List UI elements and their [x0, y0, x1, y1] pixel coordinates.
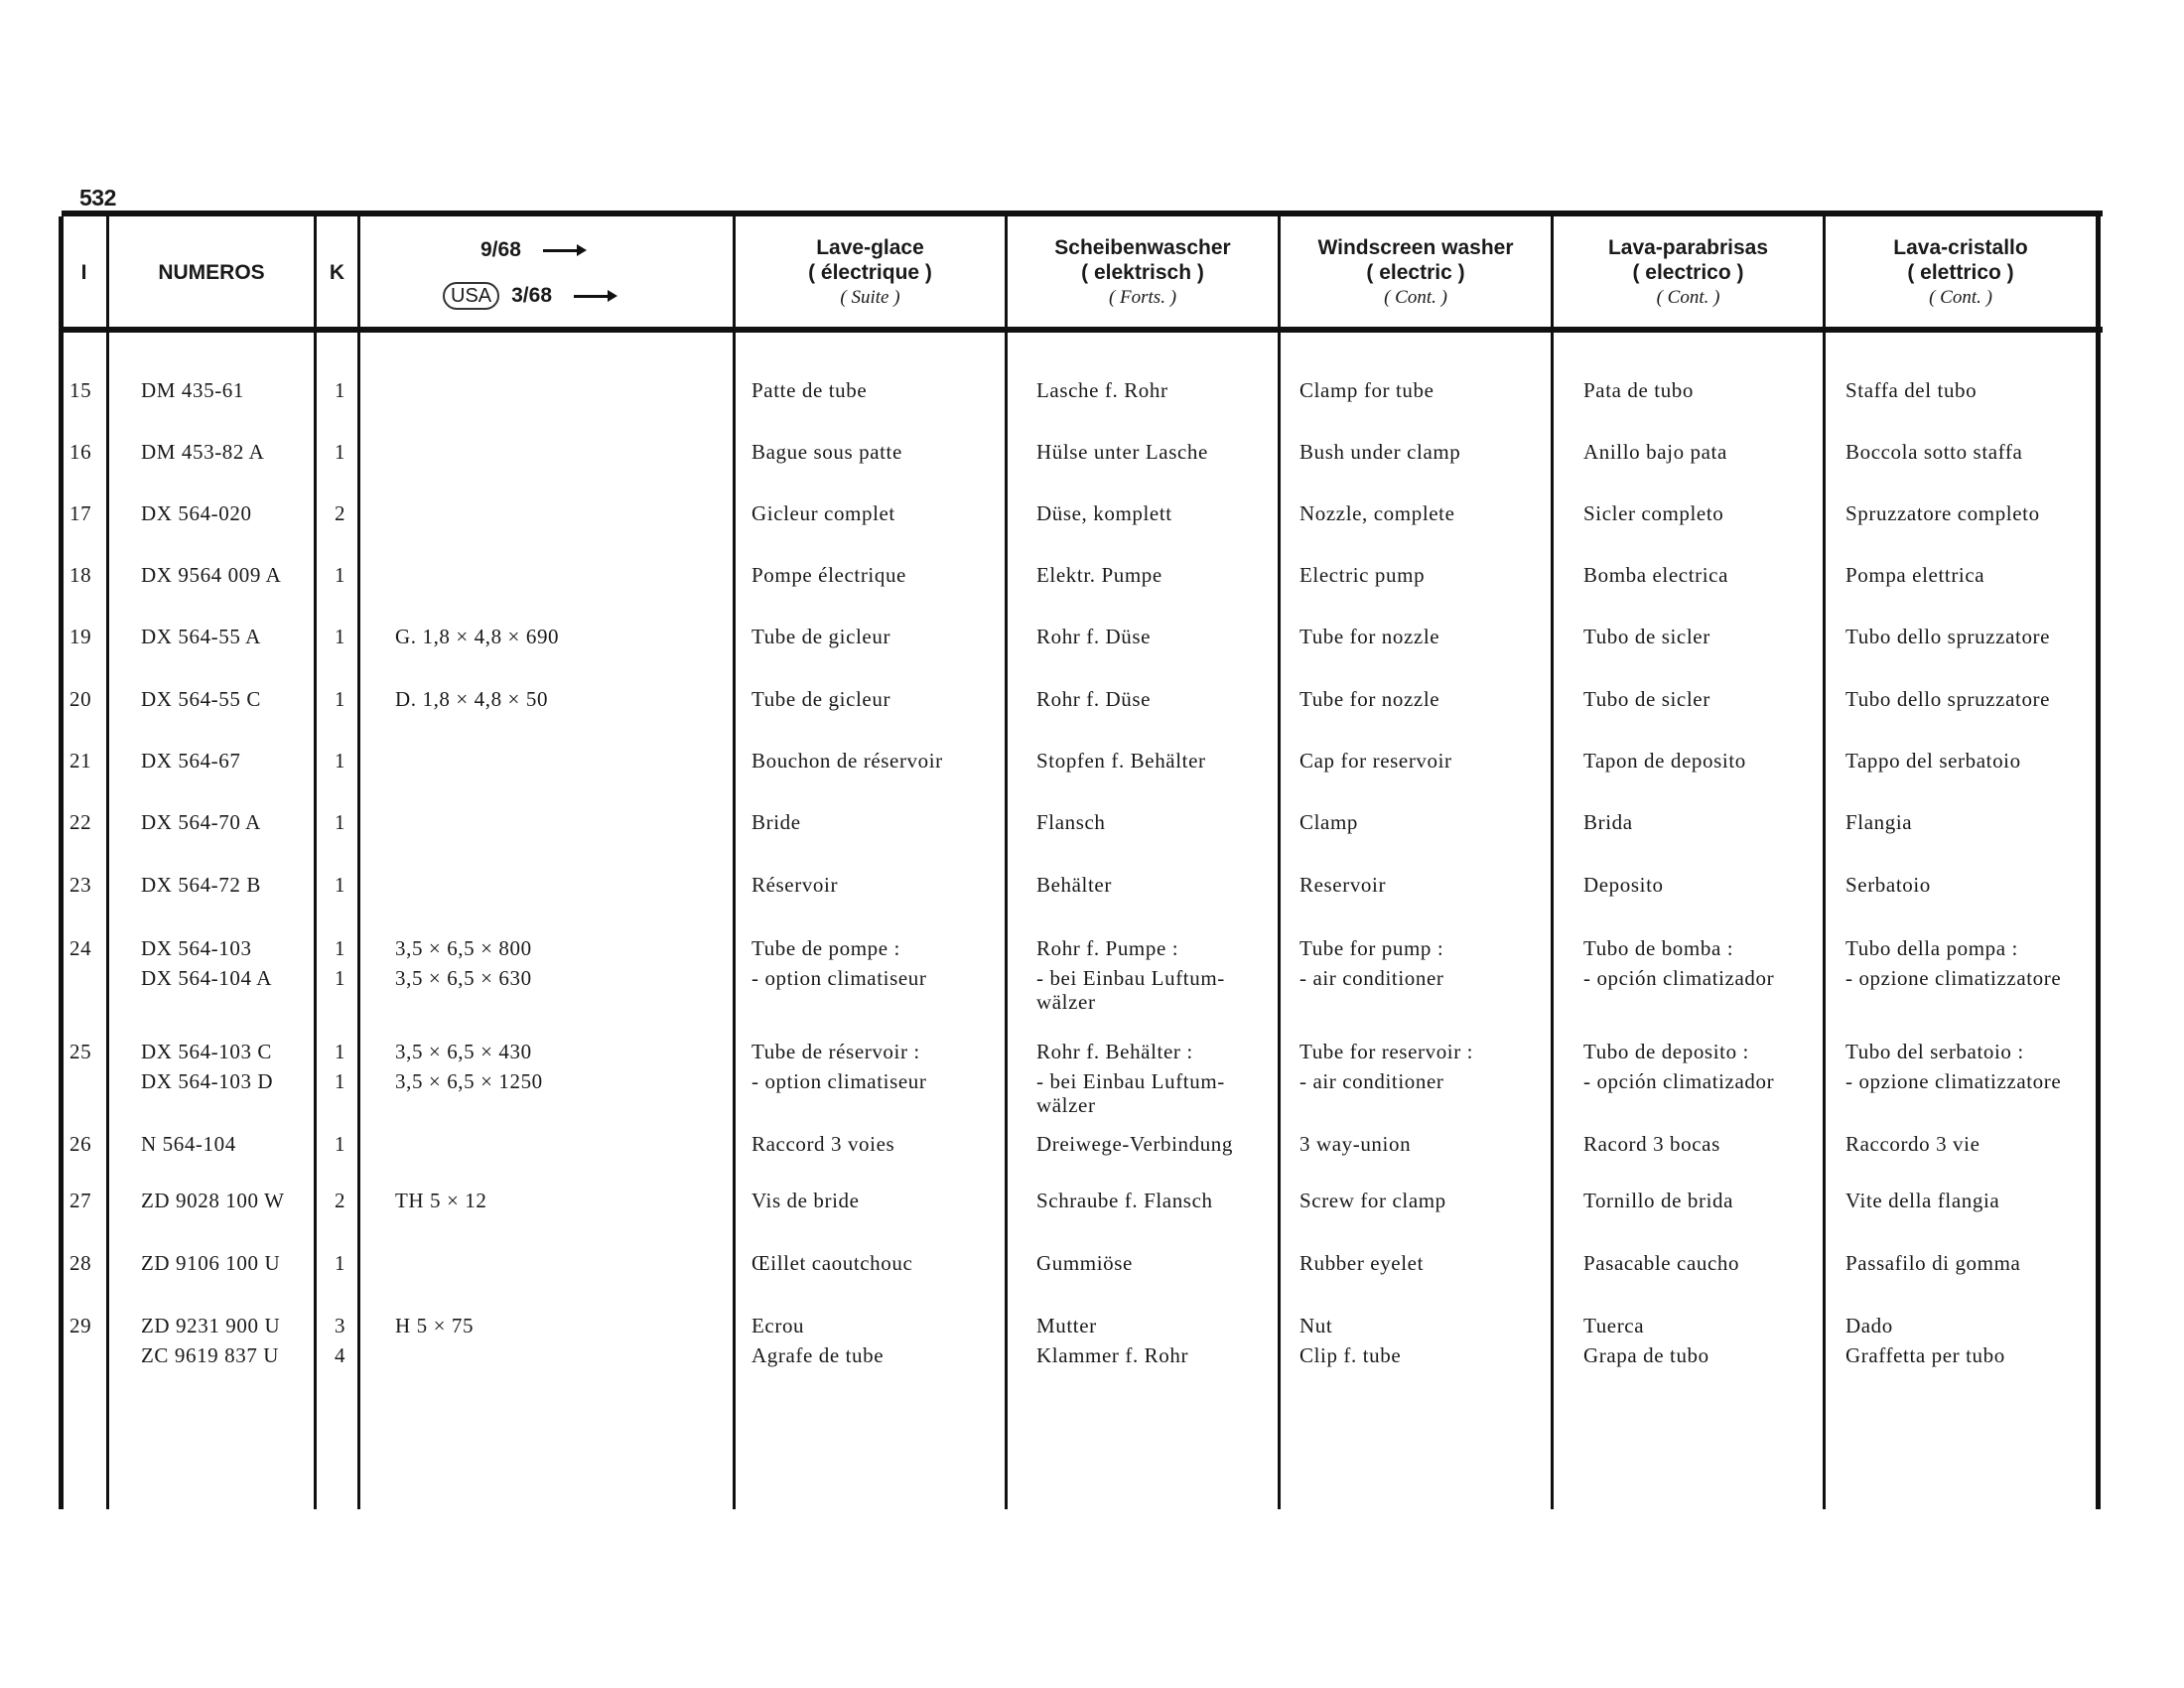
- description-english: [1299, 560, 1425, 590]
- description-italian: [1845, 1037, 2061, 1096]
- description-english-line: Screw for clamp: [1299, 1189, 1446, 1212]
- description-german: [1036, 560, 1162, 590]
- part-number: [141, 807, 261, 837]
- description-french-line: Tube de gicleur: [751, 625, 891, 648]
- description-spanish: [1583, 807, 1633, 837]
- quantity: [335, 684, 345, 714]
- table-top-rule: [62, 211, 2103, 216]
- description-italian-line: Tubo della pompa :: [1845, 936, 2018, 960]
- description-spanish-line: - opción climatizador: [1583, 966, 1775, 990]
- dimension-line: TH 5 × 12: [395, 1189, 487, 1212]
- header-bottom-rule: [62, 327, 2103, 333]
- description-french: [751, 560, 906, 590]
- item-index: 29: [69, 1314, 92, 1337]
- description-spanish: [1583, 560, 1728, 590]
- description-english: [1299, 375, 1434, 405]
- description-english: [1299, 807, 1358, 837]
- description-italian: [1845, 933, 2061, 993]
- dimension: [395, 933, 532, 993]
- part-number: [141, 375, 244, 405]
- description-spanish: [1583, 1248, 1739, 1278]
- description-german-line: Rohr f. Düse: [1036, 687, 1152, 711]
- quantity-line: 1: [335, 1069, 346, 1093]
- part-number-line: DM 435-61: [141, 378, 244, 402]
- description-italian: [1845, 498, 2040, 528]
- description-english: [1299, 1248, 1424, 1278]
- quantity: [335, 437, 345, 467]
- quantity: [335, 1248, 345, 1278]
- description-french-line: Patte de tube: [751, 378, 868, 402]
- description-english: [1299, 1129, 1411, 1159]
- description-spanish: [1583, 684, 1710, 714]
- description-french-line: Vis de bride: [751, 1189, 860, 1212]
- dimension-line: 3,5 × 6,5 × 430: [395, 1040, 532, 1063]
- column-divider: [357, 216, 360, 1509]
- description-italian: [1845, 746, 2021, 775]
- part-number: [141, 560, 281, 590]
- description-english-line: - air conditioner: [1299, 966, 1444, 990]
- description-italian: [1845, 1129, 1980, 1159]
- description-spanish-line: Bomba electrica: [1583, 563, 1729, 587]
- description-spanish-line: Anillo bajo pata: [1583, 440, 1727, 464]
- description-german-line: Elektr. Pumpe: [1036, 563, 1162, 587]
- page-number: 532: [79, 185, 116, 211]
- description-german: [1036, 870, 1112, 900]
- description-english: [1299, 1037, 1473, 1096]
- description-german-line: Stopfen f. Behälter: [1036, 749, 1206, 773]
- description-english-line: Nut: [1299, 1314, 1333, 1337]
- description-spanish-line: Tubo de sicler: [1583, 687, 1710, 711]
- description-spanish: [1583, 1311, 1709, 1370]
- description-italian-line: Tubo dello spruzzatore: [1845, 625, 2051, 648]
- table-right-border: [2096, 216, 2101, 1509]
- part-number: [141, 1129, 236, 1159]
- description-german-line: wälzer: [1036, 990, 1096, 1014]
- item-index: 27: [69, 1189, 92, 1212]
- quantity: [335, 498, 345, 528]
- description-spanish: [1583, 746, 1746, 775]
- description-french: [751, 437, 902, 467]
- header-col-german: Scheibenwascher ( elektrisch ) ( Forts. ): [1054, 235, 1231, 308]
- description-french-line: Tube de pompe :: [751, 936, 900, 960]
- description-german-line: Mutter: [1036, 1314, 1097, 1337]
- quantity-line: 1: [335, 966, 346, 990]
- part-number-line: ZD 9231 900 U: [141, 1314, 281, 1337]
- quantity: [335, 933, 345, 993]
- part-number-line: DX 564-103 C: [141, 1040, 273, 1063]
- part-number: [141, 437, 264, 467]
- description-english-line: Tube for nozzle: [1299, 625, 1440, 648]
- table-left-border: [59, 216, 64, 1509]
- part-number: [141, 1311, 280, 1370]
- description-spanish-line: Sicler completo: [1583, 501, 1724, 525]
- description-english: [1299, 933, 1443, 993]
- quantity-line: 2: [335, 501, 346, 525]
- description-english-line: Rubber eyelet: [1299, 1251, 1425, 1275]
- description-german-line: Rohr f. Pumpe :: [1036, 936, 1179, 960]
- description-italian-line: Boccola sotto staffa: [1845, 440, 2023, 464]
- description-spanish: [1583, 622, 1710, 651]
- description-french: [751, 1129, 894, 1159]
- dimension-line: G. 1,8 × 4,8 × 690: [395, 625, 560, 648]
- description-english-line: - air conditioner: [1299, 1069, 1444, 1093]
- description-english-line: Electric pump: [1299, 563, 1426, 587]
- column-divider: [733, 216, 736, 1509]
- description-english-line: Cap for reservoir: [1299, 749, 1452, 773]
- quantity-line: 1: [335, 810, 346, 834]
- quantity: [335, 807, 345, 837]
- part-number-line: DX 564-104 A: [141, 966, 273, 990]
- description-spanish: [1583, 933, 1774, 993]
- part-number-line: ZD 9028 100 W: [141, 1189, 285, 1212]
- description-german: [1036, 684, 1151, 714]
- header-col-italian: Lava-cristallo ( elettrico ) ( Cont. ): [1893, 235, 2028, 308]
- part-number-line: DX 564-72 B: [141, 873, 261, 897]
- description-english: [1299, 498, 1455, 528]
- quantity-line: 4: [335, 1343, 346, 1367]
- part-number: [141, 933, 272, 993]
- quantity-line: 1: [335, 1040, 346, 1063]
- quantity-line: 1: [335, 687, 346, 711]
- dimension: [395, 1037, 543, 1096]
- part-number: [141, 498, 252, 528]
- column-divider: [1278, 216, 1281, 1509]
- description-german-line: Schraube f. Flansch: [1036, 1189, 1213, 1212]
- description-german-line: Düse, komplett: [1036, 501, 1172, 525]
- part-number: [141, 1186, 285, 1215]
- part-number: [141, 870, 261, 900]
- item-index: 21: [69, 749, 92, 773]
- description-english: [1299, 1311, 1401, 1370]
- usa-badge: USA: [443, 282, 499, 310]
- description-german-line: Dreiwege-Verbindung: [1036, 1132, 1234, 1156]
- dimension: [395, 622, 559, 651]
- description-spanish: [1583, 1186, 1733, 1215]
- dimension-line: 3,5 × 6,5 × 800: [395, 936, 532, 960]
- description-german: [1036, 1248, 1133, 1278]
- description-french-line: Œillet caoutchouc: [751, 1251, 913, 1275]
- description-italian-line: Pompa elettrica: [1845, 563, 1985, 587]
- description-english-line: Clip f. tube: [1299, 1343, 1402, 1367]
- quantity: [335, 1311, 345, 1370]
- description-french-line: - option climatiseur: [751, 1069, 927, 1093]
- description-german-line: Rohr f. Düse: [1036, 625, 1152, 648]
- description-spanish-line: Pata de tubo: [1583, 378, 1695, 402]
- description-french: [751, 870, 838, 900]
- description-italian-line: Tubo del serbatoio :: [1845, 1040, 2024, 1063]
- part-number: [141, 684, 261, 714]
- description-english-line: 3 way-union: [1299, 1132, 1412, 1156]
- description-italian-line: - opzione climatizzatore: [1845, 966, 2062, 990]
- description-german-line: Klammer f. Rohr: [1036, 1343, 1189, 1367]
- description-english-line: Tube for pump :: [1299, 936, 1444, 960]
- header-col-i: I: [80, 260, 87, 284]
- arrow-right-icon: [574, 295, 614, 298]
- description-french-line: Bouchon de réservoir: [751, 749, 943, 773]
- part-number-line: ZD 9106 100 U: [141, 1251, 281, 1275]
- item-index: 17: [69, 501, 92, 525]
- description-french-line: Tube de gicleur: [751, 687, 891, 711]
- description-german: [1036, 1129, 1233, 1159]
- part-number: [141, 1248, 280, 1278]
- description-french: [751, 933, 926, 993]
- header-col-k: K: [329, 260, 345, 284]
- column-divider: [1005, 216, 1008, 1509]
- part-number-line: DX 564-55 C: [141, 687, 261, 711]
- description-french-line: Ecrou: [751, 1314, 805, 1337]
- dimension: [395, 1311, 474, 1340]
- description-german: [1036, 1186, 1213, 1215]
- description-spanish-line: Tubo de bomba :: [1583, 936, 1734, 960]
- description-spanish-line: Grapa de tubo: [1583, 1343, 1709, 1367]
- description-italian: [1845, 560, 1984, 590]
- description-french: [751, 375, 867, 405]
- part-number-line: DM 453-82 A: [141, 440, 265, 464]
- description-english: [1299, 746, 1452, 775]
- quantity-line: 1: [335, 625, 346, 648]
- date-from: 9/68: [480, 238, 521, 261]
- description-french: [751, 622, 890, 651]
- item-index: 23: [69, 873, 92, 897]
- item-index: 25: [69, 1040, 92, 1063]
- description-french: [751, 807, 801, 837]
- description-italian-line: Staffa del tubo: [1845, 378, 1978, 402]
- item-index: 15: [69, 378, 92, 402]
- description-french: [751, 1186, 860, 1215]
- part-number-line: DX 564-70 A: [141, 810, 261, 834]
- header-col-french: Lave-glace ( électrique ) ( Suite ): [808, 235, 932, 308]
- description-spanish-line: Racord 3 bocas: [1583, 1132, 1720, 1156]
- description-english-line: Reservoir: [1299, 873, 1387, 897]
- description-german-line: Behälter: [1036, 873, 1112, 897]
- part-number-line: DX 9564 009 A: [141, 563, 282, 587]
- quantity-line: 3: [335, 1314, 346, 1337]
- description-spanish-line: Tornillo de brida: [1583, 1189, 1734, 1212]
- header-col-spanish: Lava-parabrisas ( electrico ) ( Cont. ): [1607, 235, 1769, 308]
- description-spanish: [1583, 1129, 1720, 1159]
- description-french-line: Gicleur complet: [751, 501, 895, 525]
- description-german: [1036, 1037, 1225, 1117]
- part-number-line: DX 564-67: [141, 749, 241, 773]
- description-spanish-line: - opción climatizador: [1583, 1069, 1775, 1093]
- description-english: [1299, 437, 1460, 467]
- description-italian-line: Dado: [1845, 1314, 1893, 1337]
- description-german-line: wälzer: [1036, 1093, 1096, 1117]
- description-english: [1299, 684, 1439, 714]
- part-number-line: DX 564-55 A: [141, 625, 261, 648]
- description-french-line: Raccord 3 voies: [751, 1132, 895, 1156]
- description-spanish: [1583, 375, 1694, 405]
- column-divider: [314, 216, 317, 1509]
- description-italian: [1845, 807, 1912, 837]
- item-index: 24: [69, 936, 92, 960]
- description-italian: [1845, 1186, 1999, 1215]
- dimension-line: 3,5 × 6,5 × 630: [395, 966, 532, 990]
- description-german-line: Hülse unter Lasche: [1036, 440, 1208, 464]
- description-spanish-line: Deposito: [1583, 873, 1664, 897]
- description-french-line: Pompe électrique: [751, 563, 906, 587]
- date-usa-line: [443, 282, 614, 310]
- quantity: [335, 560, 345, 590]
- quantity: [335, 375, 345, 405]
- description-french: [751, 498, 895, 528]
- dimension-line: 3,5 × 6,5 × 1250: [395, 1069, 543, 1093]
- description-italian-line: - opzione climatizzatore: [1845, 1069, 2062, 1093]
- description-spanish-line: Tubo de deposito :: [1583, 1040, 1749, 1063]
- description-spanish: [1583, 870, 1664, 900]
- description-french: [751, 684, 890, 714]
- part-number: [141, 622, 261, 651]
- description-german: [1036, 498, 1172, 528]
- description-german-line: - bei Einbau Luftum-: [1036, 966, 1225, 990]
- item-index: 16: [69, 440, 92, 464]
- item-index: 28: [69, 1251, 92, 1275]
- part-number: [141, 1037, 273, 1096]
- description-english: [1299, 870, 1386, 900]
- description-french-line: Réservoir: [751, 873, 839, 897]
- description-italian-line: Tappo del serbatoio: [1845, 749, 2021, 773]
- description-spanish-line: Pasacable caucho: [1583, 1251, 1740, 1275]
- dimension: [395, 1186, 487, 1215]
- description-italian-line: Flangia: [1845, 810, 1913, 834]
- description-french-line: - option climatiseur: [751, 966, 927, 990]
- part-number: [141, 746, 240, 775]
- part-number-line: DX 564-103 D: [141, 1069, 274, 1093]
- description-german: [1036, 807, 1106, 837]
- description-german: [1036, 1311, 1188, 1370]
- quantity: [335, 1186, 345, 1215]
- description-french-line: Bague sous patte: [751, 440, 902, 464]
- description-italian: [1845, 1248, 2020, 1278]
- item-index: 18: [69, 563, 92, 587]
- header-date-column: [361, 220, 733, 324]
- description-french-line: Bride: [751, 810, 801, 834]
- description-italian-line: Spruzzatore completo: [1845, 501, 2040, 525]
- description-french: [751, 1037, 926, 1096]
- description-italian-line: Passafilo di gomma: [1845, 1251, 2021, 1275]
- description-english: [1299, 1186, 1446, 1215]
- description-italian: [1845, 437, 2022, 467]
- description-italian: [1845, 622, 2050, 651]
- description-french-line: Agrafe de tube: [751, 1343, 885, 1367]
- quantity: [335, 1037, 345, 1096]
- header-col-english: Windscreen washer ( electric ) ( Cont. ): [1317, 235, 1514, 308]
- description-german: [1036, 933, 1225, 1014]
- description-english: [1299, 622, 1439, 651]
- description-italian: [1845, 1311, 2005, 1370]
- description-german: [1036, 622, 1151, 651]
- description-english-line: Tube for reservoir :: [1299, 1040, 1474, 1063]
- description-english-line: Bush under clamp: [1299, 440, 1461, 464]
- header-col-numeros: NUMEROS: [158, 260, 265, 284]
- quantity-line: 2: [335, 1189, 346, 1212]
- description-german-line: - bei Einbau Luftum-: [1036, 1069, 1225, 1093]
- description-german-line: Lasche f. Rohr: [1036, 378, 1168, 402]
- description-english-line: Clamp for tube: [1299, 378, 1434, 402]
- description-italian: [1845, 375, 1977, 405]
- description-spanish: [1583, 1037, 1774, 1096]
- quantity: [335, 1129, 345, 1159]
- description-spanish-line: Tuerca: [1583, 1314, 1645, 1337]
- arrow-right-icon: [543, 249, 583, 252]
- quantity: [335, 622, 345, 651]
- quantity-line: 1: [335, 936, 346, 960]
- description-german-line: Flansch: [1036, 810, 1106, 834]
- description-english-line: Nozzle, complete: [1299, 501, 1455, 525]
- description-english-line: Clamp: [1299, 810, 1358, 834]
- description-italian-line: Tubo dello spruzzatore: [1845, 687, 2051, 711]
- quantity: [335, 746, 345, 775]
- column-divider: [1551, 216, 1554, 1509]
- date-usa: 3/68: [511, 284, 552, 307]
- quantity-line: 1: [335, 1251, 346, 1275]
- part-number-line: N 564-104: [141, 1132, 236, 1156]
- description-italian: [1845, 684, 2050, 714]
- quantity-line: 1: [335, 378, 346, 402]
- quantity-line: 1: [335, 1132, 346, 1156]
- column-divider: [1823, 216, 1826, 1509]
- description-french: [751, 1311, 884, 1370]
- description-german: [1036, 746, 1206, 775]
- description-german-line: Rohr f. Behälter :: [1036, 1040, 1193, 1063]
- description-french: [751, 1248, 912, 1278]
- description-french: [751, 746, 943, 775]
- description-italian-line: Raccordo 3 vie: [1845, 1132, 1980, 1156]
- description-spanish-line: Tubo de sicler: [1583, 625, 1710, 648]
- part-number-line: DX 564-020: [141, 501, 252, 525]
- quantity-line: 1: [335, 440, 346, 464]
- description-german: [1036, 437, 1208, 467]
- quantity: [335, 870, 345, 900]
- part-number-line: DX 564-103: [141, 936, 252, 960]
- description-english-line: Tube for nozzle: [1299, 687, 1440, 711]
- description-spanish-line: Brida: [1583, 810, 1633, 834]
- description-italian-line: Serbatoio: [1845, 873, 1931, 897]
- dimension: [395, 684, 548, 714]
- item-index: 22: [69, 810, 92, 834]
- description-french-line: Tube de réservoir :: [751, 1040, 920, 1063]
- description-italian-line: Graffetta per tubo: [1845, 1343, 2005, 1367]
- quantity-line: 1: [335, 749, 346, 773]
- description-italian: [1845, 870, 1931, 900]
- item-index: 20: [69, 687, 92, 711]
- dimension-line: D. 1,8 × 4,8 × 50: [395, 687, 549, 711]
- quantity-line: 1: [335, 563, 346, 587]
- quantity-line: 1: [335, 873, 346, 897]
- description-spanish: [1583, 498, 1723, 528]
- description-spanish-line: Tapon de deposito: [1583, 749, 1746, 773]
- description-spanish: [1583, 437, 1727, 467]
- item-index: 26: [69, 1132, 92, 1156]
- description-german-line: Gummiöse: [1036, 1251, 1133, 1275]
- dimension-line: H 5 × 75: [395, 1314, 475, 1337]
- part-number-line: ZC 9619 837 U: [141, 1343, 280, 1367]
- date-from-line: [480, 238, 583, 262]
- item-index: 19: [69, 625, 92, 648]
- description-german: [1036, 375, 1168, 405]
- description-italian-line: Vite della flangia: [1845, 1189, 2000, 1212]
